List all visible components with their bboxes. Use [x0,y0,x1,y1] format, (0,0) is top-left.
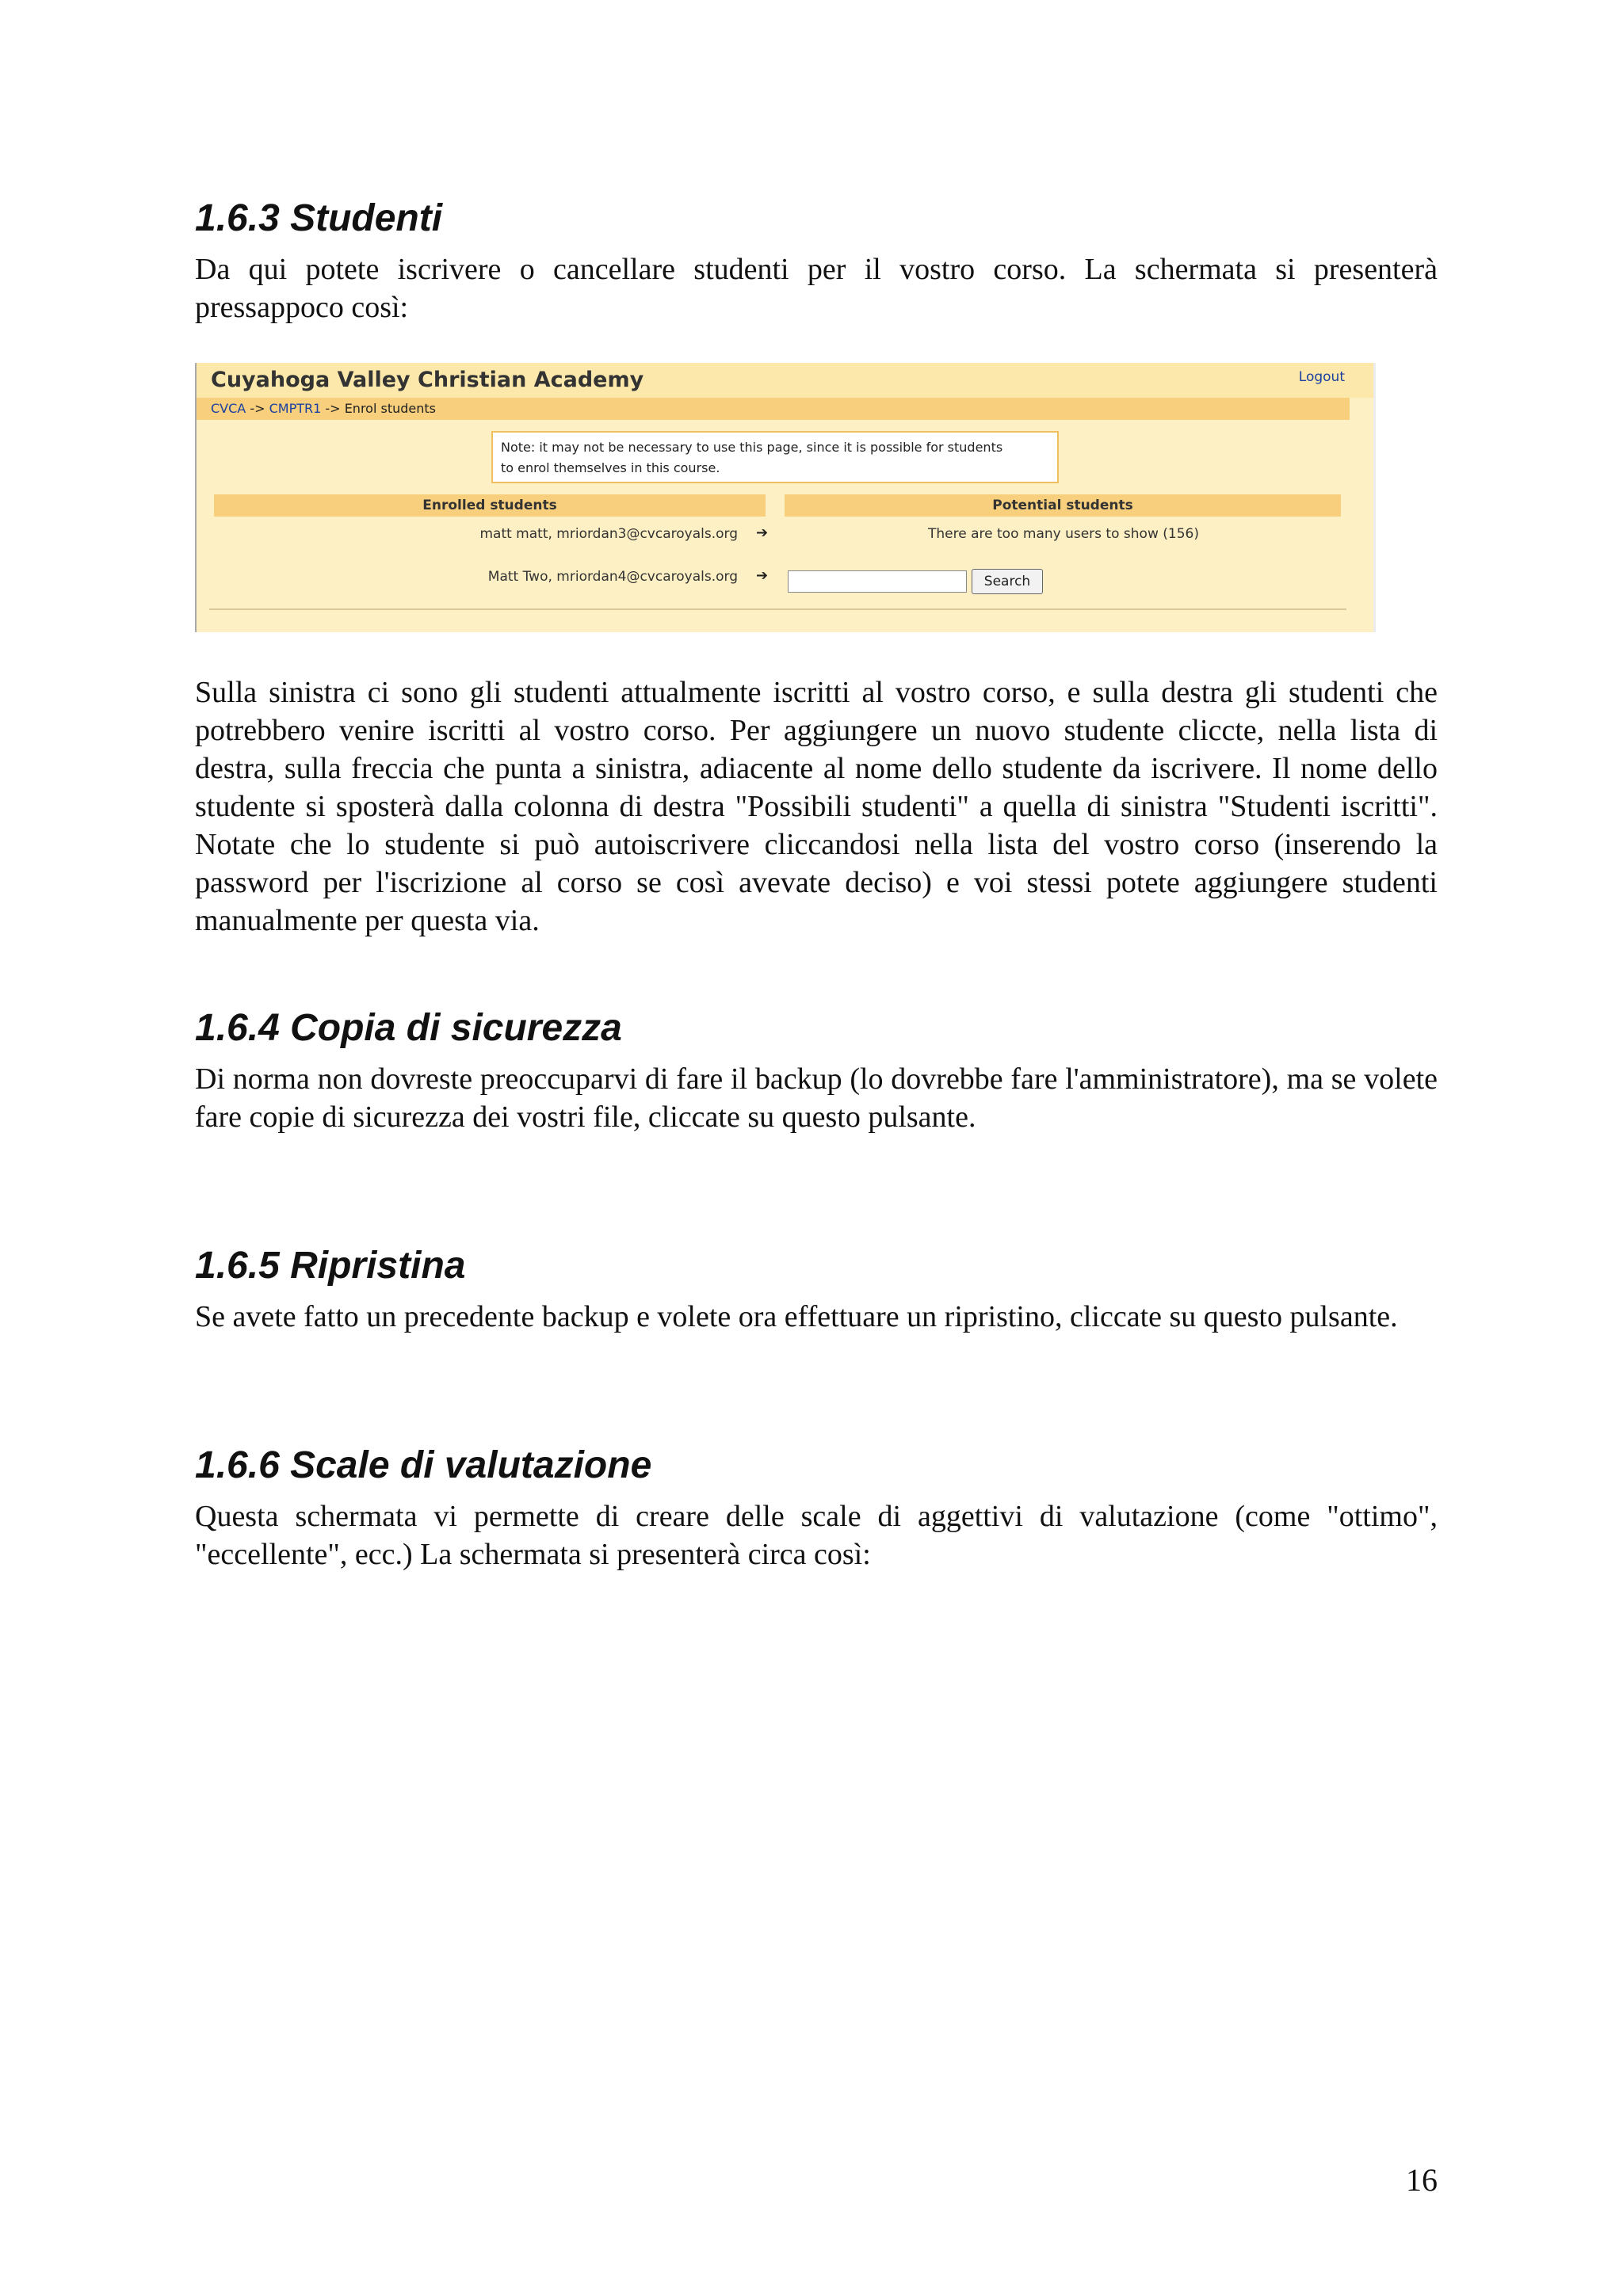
paragraph-studenti-body: Sulla sinistra ci sono gli studenti attualmente iscritti al vostro corso, e sulla destra gli studenti che potrebbero venire iscritti al vostro corso. Per aggiungere un nuovo studente cliccte, nella lista di destra, sulla freccia che punta a sinistra, adiacente al nome dello studente da iscrivere. Il nome dello studente si sposterà dalla colonna di destra "Possibili studenti" a quella di sinistra "Studenti iscritti". Notate che lo studente si può autoiscrivere cliccandosi nella lista del vostro corso (inserendo la password per l'iscrizione al corso se così avevate deciso) e voi stessi potete aggiungere studenti manualmente per questa via. [195,676,1438,937]
breadcrumb [197,398,1350,420]
paragraph-copia-di-sicurezza: Di norma non dovreste preoccuparvi di fare il backup (lo dovrebbe fare l'amministratore), ma se volete fare copie di sicurezza dei vostri file, cliccate su questo pulsante. [195,1062,1438,1134]
heading-scale-di-valutazione: 1.6.6 Scale di valutazione [195,1444,652,1486]
footer-divider [209,608,1346,610]
note-line-1: Note: it may not be necessary to use this page, since it is possible for students [501,440,1003,455]
breadcrumb-course-link[interactable]: CMPTR1 [269,401,322,416]
potential-students-header: Potential students [785,494,1341,517]
search-input[interactable] [788,570,967,593]
page-number: 16 [1406,2162,1438,2198]
paragraph-studenti-intro: Da qui potete iscrivere o cancellare studenti per il vostro corso. La schermata si presenterà pressappoco così: [195,253,1438,324]
search-button[interactable]: Search [972,569,1043,594]
breadcrumb-current: Enrol students [344,401,436,416]
breadcrumb-separator: -> [250,401,265,416]
breadcrumb-home-link[interactable]: CVCA [211,401,246,416]
paragraph-ripristina: Se avete fatto un precedente backup e volete ora effettuare un ripristino, cliccate su questo pulsante. [195,1300,1398,1333]
note-line-2: to enrol themselves in this course. [501,460,720,475]
logout-link[interactable]: Logout [1298,369,1345,385]
remove-student-2-arrow-icon[interactable]: ➔ [756,567,769,584]
enrolled-students-header: Enrolled students [214,494,766,517]
heading-ripristina: 1.6.5 Ripristina [195,1245,466,1287]
note-box [491,431,1059,483]
enrolled-student-1: matt matt, mriordan3@cvcaroyals.org [479,526,738,542]
paragraph-scale-di-valutazione: Questa schermata vi permette di creare delle scale di aggettivi di valutazione (come "ottimo", "eccellente", ecc.) La schermata si presenterà circa così: [195,1500,1438,1571]
enrol-students-screenshot [195,363,1376,632]
too-many-users-message: There are too many users to show (156) [928,526,1199,542]
enrolled-student-2: Matt Two, mriordan4@cvcaroyals.org [487,569,738,585]
remove-student-1-arrow-icon[interactable]: ➔ [756,524,769,541]
site-header [197,363,1373,398]
site-title: Cuyahoga Valley Christian Academy [211,368,644,392]
heading-studenti: 1.6.3 Studenti [195,197,443,239]
breadcrumb-separator: -> [325,401,341,416]
heading-copia-di-sicurezza: 1.6.4 Copia di sicurezza [195,1007,622,1049]
